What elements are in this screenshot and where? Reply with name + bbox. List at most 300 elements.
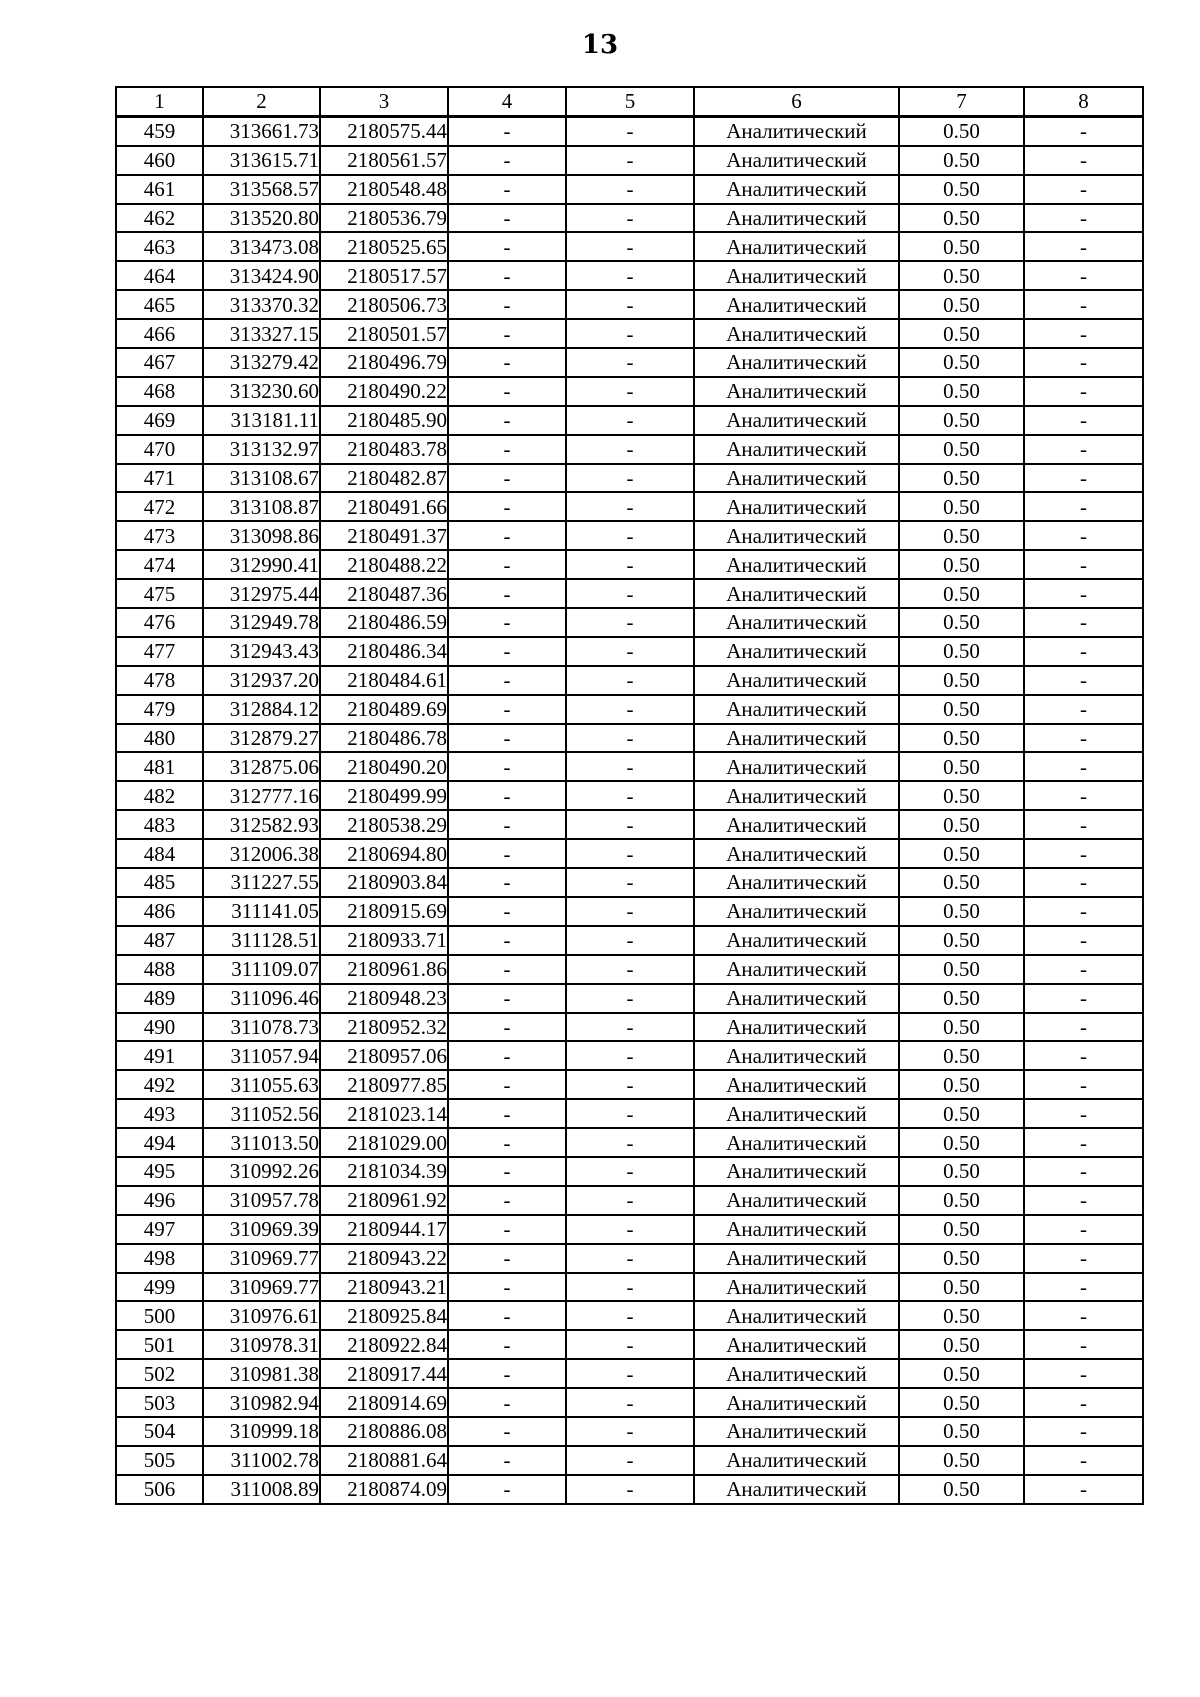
- method-cell: Аналитический: [694, 1186, 899, 1215]
- column-5-cell: -: [566, 839, 694, 868]
- method-cell: Аналитический: [694, 1244, 899, 1273]
- table-row: [116, 695, 1143, 724]
- table-row: [116, 1215, 1143, 1244]
- method-cell: Аналитический: [694, 781, 899, 810]
- column-8-cell: -: [1024, 1301, 1143, 1330]
- method-cell: Аналитический: [694, 1128, 899, 1157]
- column-8-cell: -: [1024, 1446, 1143, 1475]
- column-4-cell: -: [448, 464, 566, 493]
- point-number-cell: 495: [116, 1157, 203, 1186]
- table-row: [116, 290, 1143, 319]
- column-8-cell: -: [1024, 897, 1143, 926]
- x-coordinate-cell: 313108.87: [203, 492, 320, 521]
- point-number-cell: 466: [116, 319, 203, 348]
- x-coordinate-cell: 313568.57: [203, 175, 320, 204]
- page-number: 13: [581, 30, 619, 60]
- column-header: 8: [1024, 87, 1143, 116]
- y-coordinate-cell: 2180489.69: [320, 695, 448, 724]
- x-coordinate-cell: 311128.51: [203, 926, 320, 955]
- column-5-cell: -: [566, 464, 694, 493]
- table-row: [116, 319, 1143, 348]
- column-4-cell: -: [448, 146, 566, 175]
- y-coordinate-cell: 2180952.32: [320, 1013, 448, 1042]
- accuracy-cell: 0.50: [899, 1099, 1024, 1128]
- point-number-cell: 462: [116, 204, 203, 233]
- point-number-cell: 485: [116, 868, 203, 897]
- method-cell: Аналитический: [694, 1041, 899, 1070]
- y-coordinate-cell: 2180917.44: [320, 1359, 448, 1388]
- column-4-cell: -: [448, 781, 566, 810]
- x-coordinate-cell: 310978.31: [203, 1330, 320, 1359]
- accuracy-cell: 0.50: [899, 492, 1024, 521]
- column-4-cell: -: [448, 1215, 566, 1244]
- point-number-cell: 460: [116, 146, 203, 175]
- x-coordinate-cell: 312943.43: [203, 637, 320, 666]
- method-cell: Аналитический: [694, 1388, 899, 1417]
- accuracy-cell: 0.50: [899, 435, 1024, 464]
- point-number-cell: 486: [116, 897, 203, 926]
- method-cell: Аналитический: [694, 1417, 899, 1446]
- accuracy-cell: 0.50: [899, 1330, 1024, 1359]
- column-8-cell: -: [1024, 1417, 1143, 1446]
- column-4-cell: -: [448, 406, 566, 435]
- column-5-cell: -: [566, 695, 694, 724]
- point-number-cell: 482: [116, 781, 203, 810]
- column-5-cell: -: [566, 1244, 694, 1273]
- column-4-cell: -: [448, 1273, 566, 1302]
- column-8-cell: -: [1024, 608, 1143, 637]
- accuracy-cell: 0.50: [899, 1475, 1024, 1504]
- column-5-cell: -: [566, 637, 694, 666]
- accuracy-cell: 0.50: [899, 926, 1024, 955]
- method-cell: Аналитический: [694, 1273, 899, 1302]
- x-coordinate-cell: 313098.86: [203, 521, 320, 550]
- point-number-cell: 499: [116, 1273, 203, 1302]
- x-coordinate-cell: 310969.77: [203, 1273, 320, 1302]
- column-4-cell: -: [448, 839, 566, 868]
- column-4-cell: -: [448, 290, 566, 319]
- column-8-cell: -: [1024, 464, 1143, 493]
- point-number-cell: 497: [116, 1215, 203, 1244]
- method-cell: Аналитический: [694, 839, 899, 868]
- x-coordinate-cell: 312990.41: [203, 550, 320, 579]
- accuracy-cell: 0.50: [899, 1070, 1024, 1099]
- x-coordinate-cell: 312582.93: [203, 810, 320, 839]
- column-4-cell: -: [448, 1446, 566, 1475]
- accuracy-cell: 0.50: [899, 666, 1024, 695]
- y-coordinate-cell: 2180925.84: [320, 1301, 448, 1330]
- x-coordinate-cell: 311052.56: [203, 1099, 320, 1128]
- column-5-cell: -: [566, 1301, 694, 1330]
- column-8-cell: -: [1024, 377, 1143, 406]
- point-number-cell: 463: [116, 232, 203, 261]
- x-coordinate-cell: 313132.97: [203, 435, 320, 464]
- table-row: [116, 1330, 1143, 1359]
- y-coordinate-cell: 2180874.09: [320, 1475, 448, 1504]
- y-coordinate-cell: 2180485.90: [320, 406, 448, 435]
- x-coordinate-cell: 311227.55: [203, 868, 320, 897]
- y-coordinate-cell: 2180490.22: [320, 377, 448, 406]
- point-number-cell: 472: [116, 492, 203, 521]
- coordinates-table: [115, 86, 1144, 1505]
- accuracy-cell: 0.50: [899, 839, 1024, 868]
- point-number-cell: 506: [116, 1475, 203, 1504]
- column-5-cell: -: [566, 1128, 694, 1157]
- column-8-cell: -: [1024, 1070, 1143, 1099]
- method-cell: Аналитический: [694, 348, 899, 377]
- column-4-cell: -: [448, 175, 566, 204]
- method-cell: Аналитический: [694, 319, 899, 348]
- point-number-cell: 479: [116, 695, 203, 724]
- table-row: [116, 1013, 1143, 1042]
- accuracy-cell: 0.50: [899, 1041, 1024, 1070]
- point-number-cell: 459: [116, 116, 203, 145]
- point-number-cell: 465: [116, 290, 203, 319]
- y-coordinate-cell: 2180501.57: [320, 319, 448, 348]
- point-number-cell: 502: [116, 1359, 203, 1388]
- column-5-cell: -: [566, 290, 694, 319]
- table-row: [116, 926, 1143, 955]
- column-4-cell: -: [448, 897, 566, 926]
- table-row: [116, 1446, 1143, 1475]
- table-row: [116, 1475, 1143, 1504]
- y-coordinate-cell: 2180961.86: [320, 955, 448, 984]
- x-coordinate-cell: 310982.94: [203, 1388, 320, 1417]
- accuracy-cell: 0.50: [899, 1244, 1024, 1273]
- table-row: [116, 204, 1143, 233]
- column-4-cell: -: [448, 1417, 566, 1446]
- column-4-cell: -: [448, 868, 566, 897]
- column-4-cell: -: [448, 1128, 566, 1157]
- x-coordinate-cell: 312879.27: [203, 724, 320, 753]
- column-4-cell: -: [448, 1186, 566, 1215]
- column-8-cell: -: [1024, 1215, 1143, 1244]
- accuracy-cell: 0.50: [899, 406, 1024, 435]
- column-4-cell: -: [448, 608, 566, 637]
- point-number-cell: 505: [116, 1446, 203, 1475]
- column-4-cell: -: [448, 579, 566, 608]
- table-row: [116, 1041, 1143, 1070]
- column-5-cell: -: [566, 1388, 694, 1417]
- y-coordinate-cell: 2180482.87: [320, 464, 448, 493]
- method-cell: Аналитический: [694, 1446, 899, 1475]
- y-coordinate-cell: 2180944.17: [320, 1215, 448, 1244]
- column-4-cell: -: [448, 1099, 566, 1128]
- table-row: [116, 175, 1143, 204]
- column-4-cell: -: [448, 1301, 566, 1330]
- accuracy-cell: 0.50: [899, 175, 1024, 204]
- column-8-cell: -: [1024, 1330, 1143, 1359]
- point-number-cell: 501: [116, 1330, 203, 1359]
- method-cell: Аналитический: [694, 377, 899, 406]
- accuracy-cell: 0.50: [899, 261, 1024, 290]
- column-5-cell: -: [566, 175, 694, 204]
- method-cell: Аналитический: [694, 637, 899, 666]
- x-coordinate-cell: 313473.08: [203, 232, 320, 261]
- accuracy-cell: 0.50: [899, 1013, 1024, 1042]
- column-5-cell: -: [566, 1186, 694, 1215]
- method-cell: Аналитический: [694, 1099, 899, 1128]
- y-coordinate-cell: 2180486.78: [320, 724, 448, 753]
- column-5-cell: -: [566, 1099, 694, 1128]
- x-coordinate-cell: 312975.44: [203, 579, 320, 608]
- x-coordinate-cell: 312006.38: [203, 839, 320, 868]
- x-coordinate-cell: 311096.46: [203, 984, 320, 1013]
- method-cell: Аналитический: [694, 897, 899, 926]
- table-row: [116, 1244, 1143, 1273]
- y-coordinate-cell: 2180903.84: [320, 868, 448, 897]
- y-coordinate-cell: 2180914.69: [320, 1388, 448, 1417]
- table-row: [116, 781, 1143, 810]
- x-coordinate-cell: 313230.60: [203, 377, 320, 406]
- column-8-cell: -: [1024, 116, 1143, 145]
- accuracy-cell: 0.50: [899, 319, 1024, 348]
- y-coordinate-cell: 2180488.22: [320, 550, 448, 579]
- column-8-cell: -: [1024, 666, 1143, 695]
- column-5-cell: -: [566, 781, 694, 810]
- point-number-cell: 484: [116, 839, 203, 868]
- y-coordinate-cell: 2180561.57: [320, 146, 448, 175]
- method-cell: Аналитический: [694, 406, 899, 435]
- method-cell: Аналитический: [694, 724, 899, 753]
- table-row: [116, 955, 1143, 984]
- column-4-cell: -: [448, 1041, 566, 1070]
- point-number-cell: 468: [116, 377, 203, 406]
- x-coordinate-cell: 311008.89: [203, 1475, 320, 1504]
- accuracy-cell: 0.50: [899, 348, 1024, 377]
- table-body: [116, 116, 1143, 1503]
- column-4-cell: -: [448, 492, 566, 521]
- point-number-cell: 476: [116, 608, 203, 637]
- y-coordinate-cell: 2180517.57: [320, 261, 448, 290]
- x-coordinate-cell: 311141.05: [203, 897, 320, 926]
- y-coordinate-cell: 2180548.48: [320, 175, 448, 204]
- column-4-cell: -: [448, 348, 566, 377]
- point-number-cell: 488: [116, 955, 203, 984]
- y-coordinate-cell: 2180977.85: [320, 1070, 448, 1099]
- column-8-cell: -: [1024, 926, 1143, 955]
- y-coordinate-cell: 2180933.71: [320, 926, 448, 955]
- accuracy-cell: 0.50: [899, 377, 1024, 406]
- accuracy-cell: 0.50: [899, 1128, 1024, 1157]
- column-4-cell: -: [448, 1330, 566, 1359]
- column-8-cell: -: [1024, 781, 1143, 810]
- column-8-cell: -: [1024, 435, 1143, 464]
- y-coordinate-cell: 2180506.73: [320, 290, 448, 319]
- accuracy-cell: 0.50: [899, 724, 1024, 753]
- table-row: [116, 377, 1143, 406]
- point-number-cell: 491: [116, 1041, 203, 1070]
- column-header: 7: [899, 87, 1024, 116]
- column-5-cell: -: [566, 666, 694, 695]
- point-number-cell: 498: [116, 1244, 203, 1273]
- point-number-cell: 477: [116, 637, 203, 666]
- x-coordinate-cell: 310999.18: [203, 1417, 320, 1446]
- point-number-cell: 467: [116, 348, 203, 377]
- accuracy-cell: 0.50: [899, 290, 1024, 319]
- y-coordinate-cell: 2180575.44: [320, 116, 448, 145]
- column-5-cell: -: [566, 1330, 694, 1359]
- column-4-cell: -: [448, 261, 566, 290]
- table-row: [116, 521, 1143, 550]
- table-row: [116, 550, 1143, 579]
- column-8-cell: -: [1024, 521, 1143, 550]
- point-number-cell: 475: [116, 579, 203, 608]
- column-4-cell: -: [448, 550, 566, 579]
- column-8-cell: -: [1024, 261, 1143, 290]
- column-5-cell: -: [566, 1215, 694, 1244]
- accuracy-cell: 0.50: [899, 695, 1024, 724]
- column-8-cell: -: [1024, 1099, 1143, 1128]
- point-number-cell: 496: [116, 1186, 203, 1215]
- column-5-cell: -: [566, 146, 694, 175]
- column-4-cell: -: [448, 752, 566, 781]
- accuracy-cell: 0.50: [899, 1446, 1024, 1475]
- accuracy-cell: 0.50: [899, 116, 1024, 145]
- method-cell: Аналитический: [694, 955, 899, 984]
- table-row: [116, 868, 1143, 897]
- column-4-cell: -: [448, 955, 566, 984]
- column-5-cell: -: [566, 897, 694, 926]
- column-4-cell: -: [448, 984, 566, 1013]
- column-5-cell: -: [566, 579, 694, 608]
- table-row: [116, 839, 1143, 868]
- point-number-cell: 481: [116, 752, 203, 781]
- column-4-cell: -: [448, 204, 566, 233]
- column-5-cell: -: [566, 1157, 694, 1186]
- column-4-cell: -: [448, 810, 566, 839]
- point-number-cell: 494: [116, 1128, 203, 1157]
- table-row: [116, 1128, 1143, 1157]
- column-8-cell: -: [1024, 1157, 1143, 1186]
- accuracy-cell: 0.50: [899, 204, 1024, 233]
- column-4-cell: -: [448, 926, 566, 955]
- table-row: [116, 1186, 1143, 1215]
- column-8-cell: -: [1024, 1273, 1143, 1302]
- table-row: [116, 1388, 1143, 1417]
- x-coordinate-cell: 313615.71: [203, 146, 320, 175]
- method-cell: Аналитический: [694, 1215, 899, 1244]
- table-row: [116, 724, 1143, 753]
- y-coordinate-cell: 2180922.84: [320, 1330, 448, 1359]
- method-cell: Аналитический: [694, 464, 899, 493]
- column-4-cell: -: [448, 1475, 566, 1504]
- column-5-cell: -: [566, 1041, 694, 1070]
- column-5-cell: -: [566, 1273, 694, 1302]
- y-coordinate-cell: 2181029.00: [320, 1128, 448, 1157]
- method-cell: Аналитический: [694, 666, 899, 695]
- x-coordinate-cell: 312875.06: [203, 752, 320, 781]
- column-8-cell: -: [1024, 839, 1143, 868]
- x-coordinate-cell: 312884.12: [203, 695, 320, 724]
- column-5-cell: -: [566, 1070, 694, 1099]
- column-4-cell: -: [448, 521, 566, 550]
- column-4-cell: -: [448, 1070, 566, 1099]
- method-cell: Аналитический: [694, 261, 899, 290]
- column-4-cell: -: [448, 724, 566, 753]
- y-coordinate-cell: 2180881.64: [320, 1446, 448, 1475]
- method-cell: Аналитический: [694, 1070, 899, 1099]
- column-5-cell: -: [566, 1446, 694, 1475]
- y-coordinate-cell: 2180496.79: [320, 348, 448, 377]
- column-header: 2: [203, 87, 320, 116]
- column-5-cell: -: [566, 810, 694, 839]
- column-5-cell: -: [566, 550, 694, 579]
- accuracy-cell: 0.50: [899, 1301, 1024, 1330]
- column-8-cell: -: [1024, 724, 1143, 753]
- column-5-cell: -: [566, 926, 694, 955]
- table-row: [116, 232, 1143, 261]
- column-4-cell: -: [448, 377, 566, 406]
- y-coordinate-cell: 2181023.14: [320, 1099, 448, 1128]
- column-header: 4: [448, 87, 566, 116]
- column-8-cell: -: [1024, 146, 1143, 175]
- accuracy-cell: 0.50: [899, 868, 1024, 897]
- accuracy-cell: 0.50: [899, 637, 1024, 666]
- table-row: [116, 1301, 1143, 1330]
- method-cell: Аналитический: [694, 752, 899, 781]
- table-row: [116, 608, 1143, 637]
- method-cell: Аналитический: [694, 1359, 899, 1388]
- table-row: [116, 810, 1143, 839]
- table-row: [116, 464, 1143, 493]
- table-row: [116, 1099, 1143, 1128]
- column-4-cell: -: [448, 1388, 566, 1417]
- point-number-cell: 469: [116, 406, 203, 435]
- accuracy-cell: 0.50: [899, 955, 1024, 984]
- table-row: [116, 261, 1143, 290]
- point-number-cell: 478: [116, 666, 203, 695]
- column-8-cell: -: [1024, 579, 1143, 608]
- table-row: [116, 1359, 1143, 1388]
- column-5-cell: -: [566, 1475, 694, 1504]
- accuracy-cell: 0.50: [899, 464, 1024, 493]
- column-8-cell: -: [1024, 1244, 1143, 1273]
- column-8-cell: -: [1024, 1475, 1143, 1504]
- accuracy-cell: 0.50: [899, 579, 1024, 608]
- column-4-cell: -: [448, 232, 566, 261]
- column-8-cell: -: [1024, 232, 1143, 261]
- x-coordinate-cell: 310957.78: [203, 1186, 320, 1215]
- point-number-cell: 493: [116, 1099, 203, 1128]
- table-row: [116, 666, 1143, 695]
- table-row: [116, 146, 1143, 175]
- table-row: [116, 435, 1143, 464]
- column-8-cell: -: [1024, 348, 1143, 377]
- x-coordinate-cell: 310969.77: [203, 1244, 320, 1273]
- column-5-cell: -: [566, 1013, 694, 1042]
- column-5-cell: -: [566, 492, 694, 521]
- accuracy-cell: 0.50: [899, 1359, 1024, 1388]
- point-number-cell: 480: [116, 724, 203, 753]
- column-8-cell: -: [1024, 752, 1143, 781]
- point-number-cell: 489: [116, 984, 203, 1013]
- accuracy-cell: 0.50: [899, 1157, 1024, 1186]
- column-header: 6: [694, 87, 899, 116]
- method-cell: Аналитический: [694, 579, 899, 608]
- x-coordinate-cell: 313108.67: [203, 464, 320, 493]
- accuracy-cell: 0.50: [899, 608, 1024, 637]
- column-8-cell: -: [1024, 695, 1143, 724]
- column-8-cell: -: [1024, 1359, 1143, 1388]
- table-row: [116, 406, 1143, 435]
- accuracy-cell: 0.50: [899, 897, 1024, 926]
- column-5-cell: -: [566, 724, 694, 753]
- point-number-cell: 473: [116, 521, 203, 550]
- method-cell: Аналитический: [694, 1330, 899, 1359]
- accuracy-cell: 0.50: [899, 984, 1024, 1013]
- accuracy-cell: 0.50: [899, 1273, 1024, 1302]
